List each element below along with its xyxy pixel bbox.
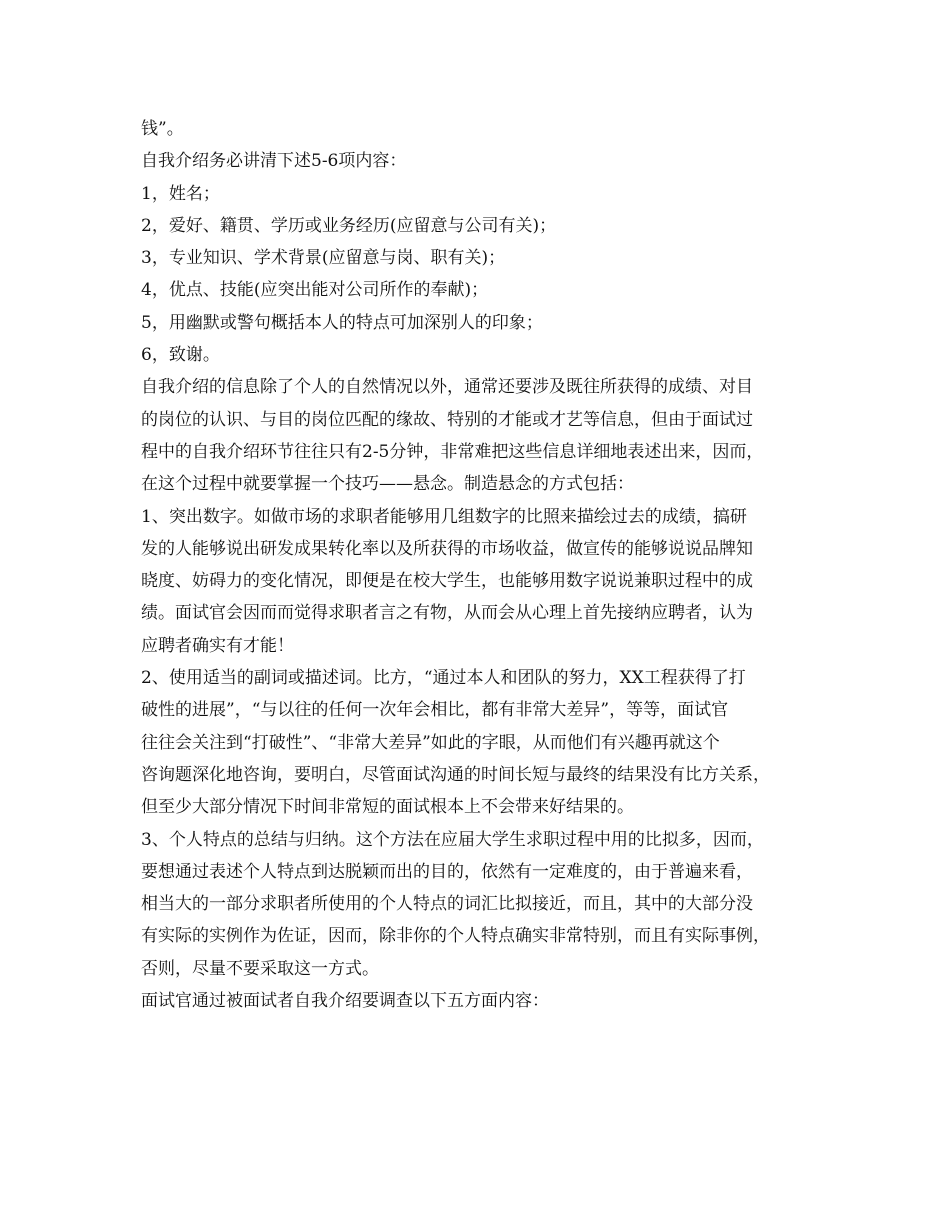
- paragraph-line: 3、个人特点的总结与归纳。这个方法在应届大学生求职过程中用的比拟多，因而，: [141, 829, 764, 850]
- paragraph-line: 否则，尽量不要采取这一方式。: [141, 958, 379, 979]
- paragraph-line: 咨询题深化地咨询，要明白，尽管面试沟通的时间长短与最终的结果没有比方关系，: [141, 764, 770, 785]
- paragraph-line: 1、突出数字。如做市场的求职者能够用几组数字的比照来描绘过去的成绩，搞研: [141, 506, 747, 527]
- paragraph-line: 有实际的实例作为佐证，因而，除非你的个人特点确实非常特别，而且有实际事例，: [141, 926, 770, 947]
- paragraph-line: 往往会关注到“打破性”、“非常大差异”如此的字眼，从而他们有兴趣再就这个: [141, 732, 720, 753]
- text-line: 自我介绍务必讲清下述5-6项内容：: [141, 151, 407, 172]
- list-item: 4，优点、技能(应突出能对公司所作的奉献)；: [141, 280, 489, 301]
- paragraph-line: 晓度、妨碍力的变化情况，即便是在校大学生，也能够用数字说说兼职过程中的成: [141, 571, 753, 592]
- paragraph-line: 发的人能够说出研发成果转化率以及所获得的市场收益，做宣传的能够说说品牌知: [141, 538, 753, 559]
- paragraph-line: 要想通过表述个人特点到达脱颖而出的目的，依然有一定难度的，由于普遍来看，: [141, 861, 753, 882]
- list-item: 2，爱好、籍贯、学历或业务经历(应留意与公司有关)；: [141, 215, 557, 236]
- list-item: 1，姓名；: [141, 183, 220, 204]
- paragraph-line: 自我介绍的信息除了个人的自然情况以外，通常还要涉及既往所获得的成绩、对目: [141, 377, 753, 398]
- paragraph-line: 绩。面试官会因而而觉得求职者言之有物，从而会从心理上首先接纳应聘者，认为: [141, 603, 753, 624]
- text-line: 钱”。: [141, 119, 184, 139]
- paragraph-line: 2、使用适当的副词或描述词。比方，“通过本人和团队的努力，XX工程获得了打: [141, 668, 746, 689]
- paragraph-line: 程中的自我介绍环节往往只有2-5分钟，非常难把这些信息详细地表述出来，因而，: [141, 441, 764, 462]
- paragraph-line: 破性的进展”，“与以往的任何一次年会相比，都有非常大差异”，等等，面试官: [141, 700, 729, 721]
- list-item: 6，致谢。: [141, 345, 220, 366]
- list-item: 5，用幽默或警句概括本人的特点可加深别人的印象；: [141, 312, 543, 333]
- paragraph-line: 应聘者确实有才能！: [141, 635, 294, 656]
- paragraph-line: 但至少大部分情况下时间非常短的面试根本上不会带来好结果的。: [141, 797, 634, 818]
- document-body: [141, 113, 831, 1017]
- paragraph-line: 的岗位的认识、与目的岗位匹配的缘故、特别的才能或才艺等信息，但由于面试过: [141, 409, 753, 430]
- paragraph-line: 在这个过程中就要掌握一个技巧——悬念。制造悬念的方式包括：: [141, 474, 634, 495]
- paragraph-line: 相当大的一部分求职者所使用的个人特点的词汇比拟接近，而且，其中的大部分没: [141, 894, 753, 915]
- paragraph-line: 面试官通过被面试者自我介绍要调查以下五方面内容：: [141, 991, 549, 1012]
- list-item: 3，专业知识、学术背景(应留意与岗、职有关)；: [141, 248, 506, 269]
